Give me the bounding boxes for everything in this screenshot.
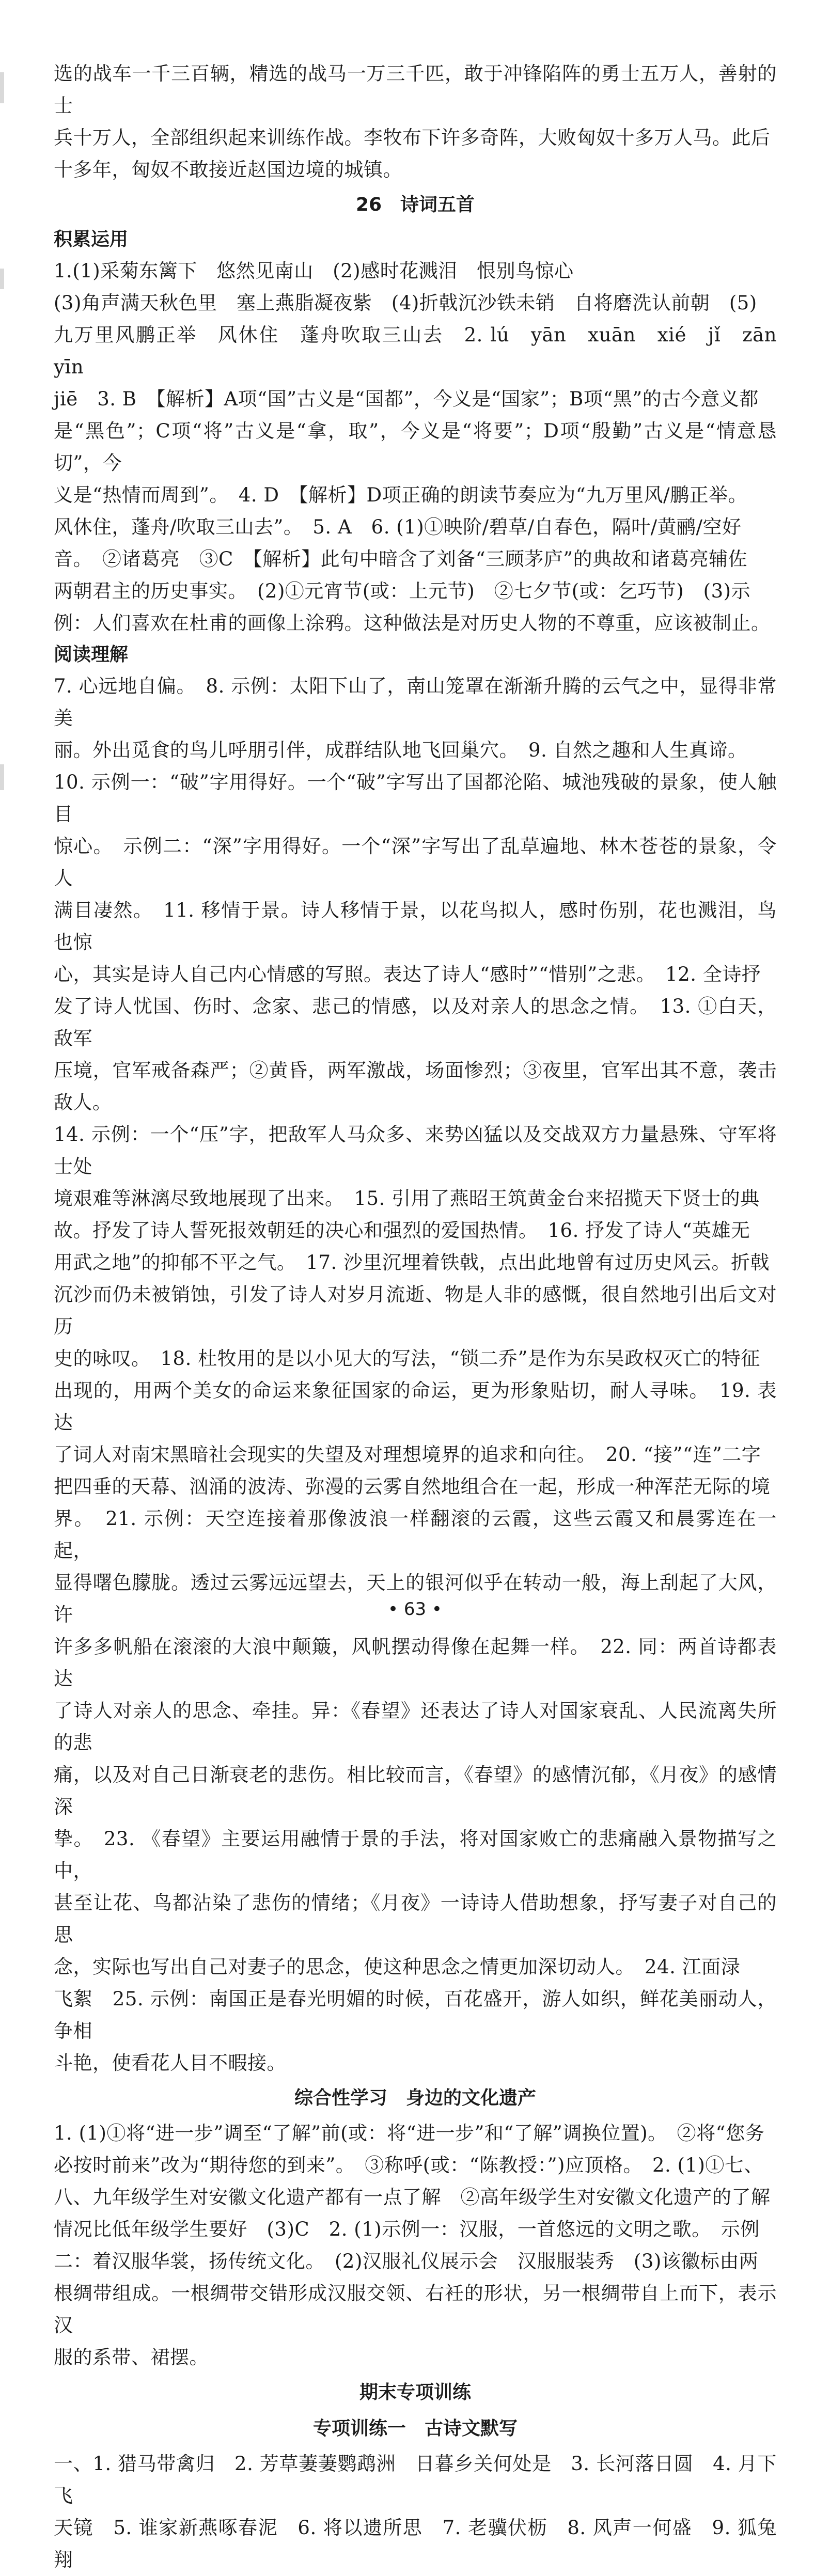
binding-edge-mark [0,269,4,289]
text-line: 是“黑色”；C项“将”古义是“拿，取”，今义是“将要”；D项“殷勤”古义是“情意恳切”，今 [54,420,777,474]
special-training-title: 专项训练一 古诗文默写 [312,2418,518,2439]
text-line: 飞絮 25. 示例：南国正是春光明媚的时候，百花盛开，游人如织，鲜花美丽动人，争相 [54,1988,777,2042]
lesson-title-cultural: 综合性学习 身边的文化遗产 [294,2087,536,2109]
text-line: 风休住，蓬舟/吹取三山去”。 5. A 6. (1)①映阶/碧草/自春色，隔叶/黄鹂/空好 [54,516,742,538]
text-line: 义是“热情而周到”。 4. D 【解析】D项正确的朗读节奏应为“九万里风/鹏正举。 [54,484,748,506]
text-line: 根绸带组成。一根绸带交错形成汉服交领、右衽的形状，另一根绸带自上而下，表示汉 [54,2282,777,2336]
page-content [54,58,796,2576]
final-training-title: 期末专项训练 [359,2382,471,2403]
text-line: 了诗人对亲人的思念、牵挂。异：《春望》还表达了诗人对国家衰乱、人民流离失所的悲 [54,1700,777,1754]
text-line: 甚至让花、鸟都沾染了悲伤的情绪；《月夜》一诗诗人借助想象，抒写妻子对自己的思 [54,1892,777,1946]
intro-paragraph [54,58,777,186]
reading-answers [54,670,777,2079]
text-line: 1.(1)采菊东篱下 悠然见南山 (2)感时花溅泪 恨别鸟惊心 [54,260,574,282]
text-line: 史的咏叹。 18. 杜牧用的是以小见大的写法，“锁二乔”是作为东吴政权灭亡的特征 [54,1347,760,1370]
text-line: 服的系带、裙摆。 [54,2346,209,2368]
text-line: 音。 ②诸葛亮 ③C 【解析】此句中暗含了刘备“三顾茅庐”的典故和诸葛亮辅佐 [54,548,748,570]
accumulate-answers [54,255,796,639]
text-line: 7. 心远地自偏。 8. 示例：太阳下山了，南山笼罩在渐渐升腾的云气之中，显得非常美 [54,675,777,729]
special-training-answers [54,2448,777,2576]
text-line: jiē 3. B 【解析】A项“国”古义是“国都”，今义是“国家”；B项“黑”的古今意义都 [54,388,759,410]
lesson-title-poems: 26 诗词五首 [355,194,475,215]
text-line: 选的战车一千三百辆，精选的战马一万三千匹，敢于冲锋陷阵的勇士五万人，善射的士 [54,62,777,117]
text-line: 10. 示例一：“破”字用得好。一个“破”字写出了国都沦陷、城池残破的景象，使人触目 [54,771,777,825]
text-line: 故。抒发了诗人誓死报效朝廷的决心和强烈的爱国热情。 16. 抒发了诗人“英雄无 [54,1219,750,1242]
section-heading-accumulate: 积累运用 [54,229,129,250]
text-line: 斗艳，使看花人目不暇接。 [54,2052,286,2074]
cultural-answers [54,2117,777,2374]
text-line: 发了诗人忧国、伤时、念家、悲己的情感，以及对亲人的思念之情。 13. ①白天，敌军 [54,995,777,1049]
text-line: 显得曙色朦胧。透过云雾远远望去，天上的银河似乎在转动一般，海上刮起了大风，许 [54,1572,777,1626]
text-line: 天镜 5. 谁家新燕啄春泥 6. 将以遗所思 7. 老骥伏枥 8. 风声一何盛 9. 狐兔翔 [54,2517,777,2571]
text-line: 情况比低年级学生要好 (3)C 2. (1)示例一：汉服，一首悠远的文明之歌。 示例 [54,2218,760,2240]
text-line: 了词人对南宋黑暗社会现实的失望及对理想境界的追求和向往。 20. “接”“连”二字 [54,1443,761,1466]
binding-edge-mark [0,764,4,790]
text-line: 界。 21. 示例：天空连接着那像波浪一样翻滚的云霞，这些云霞又和晨雾连在一起， [54,1507,777,1562]
text-line: 惊心。 示例二：“深”字用得好。一个“深”字写出了乱草遍地、林木苍苍的景象，令人 [54,835,777,889]
text-line: 十多年，匈奴不敢接近赵国边境的城镇。 [54,159,402,181]
binding-edge-mark [0,72,4,103]
text-line: 九万里风鹏正举 风休住 蓬舟吹取三山去 2. lú yān xuān xié jǐ zān yīn [54,324,796,378]
text-line: 14. 示例：一个“压”字，把敌军人马众多、来势凶猛以及交战双方力量悬殊、守军将士处 [54,1123,777,1177]
text-line: 丽。外出觅食的鸟儿呼朋引伴，成群结队地飞回巢穴。 9. 自然之趣和人生真谛。 [54,739,747,761]
text-line: (3)角声满天秋色里 塞上燕脂凝夜紫 (4)折戟沉沙铁未销 自将磨洗认前朝 (5) [54,292,757,314]
section-heading-reading: 阅读理解 [54,644,129,665]
text-line: 满目凄然。 11. 移情于景。诗人移情于景，以花鸟拟人，感时伤别，花也溅泪，鸟也惊 [54,899,777,953]
page-number: • 63 • [388,1599,442,1620]
text-line: 二：着汉服华裳，扬传统文化。 (2)汉服礼仪展示会 汉服服装秀 (3)该徽标由两 [54,2250,759,2272]
text-line: 两朝君主的历史事实。 (2)①元宵节(或：上元节) ②七夕节(或：乞巧节) (3)示 [54,580,751,602]
text-line: 八、九年级学生对安徽文化遗产都有一点了解 ②高年级学生对安徽文化遗产的了解 [54,2186,771,2208]
text-line: 压境，官军戒备森严；②黄昏，两军激战，场面惨烈；③夜里，官军出其不意，袭击敌人。 [54,1059,777,1113]
text-line: 例：人们喜欢在杜甫的画像上涂鸦。这种做法是对历史人物的不尊重，应该被制止。 [54,612,771,634]
text-line: 沉沙而仍未被销蚀，引发了诗人对岁月流逝、物是人非的感慨，很自然地引出后文对历 [54,1283,777,1338]
text-line: 把四垂的天幕、汹涌的波涛、弥漫的云雾自然地组合在一起，形成一种浑茫无际的境 [54,1475,771,1498]
text-line: 心，其实是诗人自己内心情感的写照。表达了诗人“感时”“惜别”之悲。 12. 全诗抒 [54,963,761,985]
text-line: 用武之地”的抑郁不平之气。 17. 沙里沉埋着铁戟，点出此地曾有过历史风云。折戟 [54,1251,770,1274]
text-line: 挚。 23. 《春望》主要运用融情于景的手法，将对国家败亡的悲痛融入景物描写之中， [54,1828,777,1882]
text-line: 许多多帆船在滚滚的大浪中颠簸，风帆摆动得像在起舞一样。 22. 同：两首诗都表达 [54,1636,777,1690]
text-line: 境艰难等淋漓尽致地展现了出来。 15. 引用了燕昭王筑黄金台来招揽天下贤士的典 [54,1187,760,1210]
text-line: 出现的，用两个美女的命运来象征国家的命运，更为形象贴切，耐人寻味。 19. 表达 [54,1379,777,1434]
text-line: 一、1. 猎马带禽归 2. 芳草萋萋鹦鹉洲 日暮乡关何处是 3. 长河落日圆 4. 月下飞 [54,2453,777,2507]
text-line: 1. (1)①将“进一步”调至“了解”前(或：将“进一步”和“了解”调换位置)。 ②将“您务 [54,2122,765,2144]
text-line: 念，实际也写出自己对妻子的思念，使这种思念之情更加深切动人。 24. 江面渌 [54,1956,741,1978]
text-line: 痛，以及对自己日渐衰老的悲伤。相比较而言，《春望》的感情沉郁，《月夜》的感情深 [54,1764,777,1818]
text-line: 兵十万人，全部组织起来训练作战。李牧布下许多奇阵，大败匈奴十多万人马。此后 [54,127,771,149]
text-line: 必按时前来”改为“期待您的到来”。 ③称呼(或：“陈教授：”)应顶格。 2. (1)①七、 [54,2154,763,2176]
